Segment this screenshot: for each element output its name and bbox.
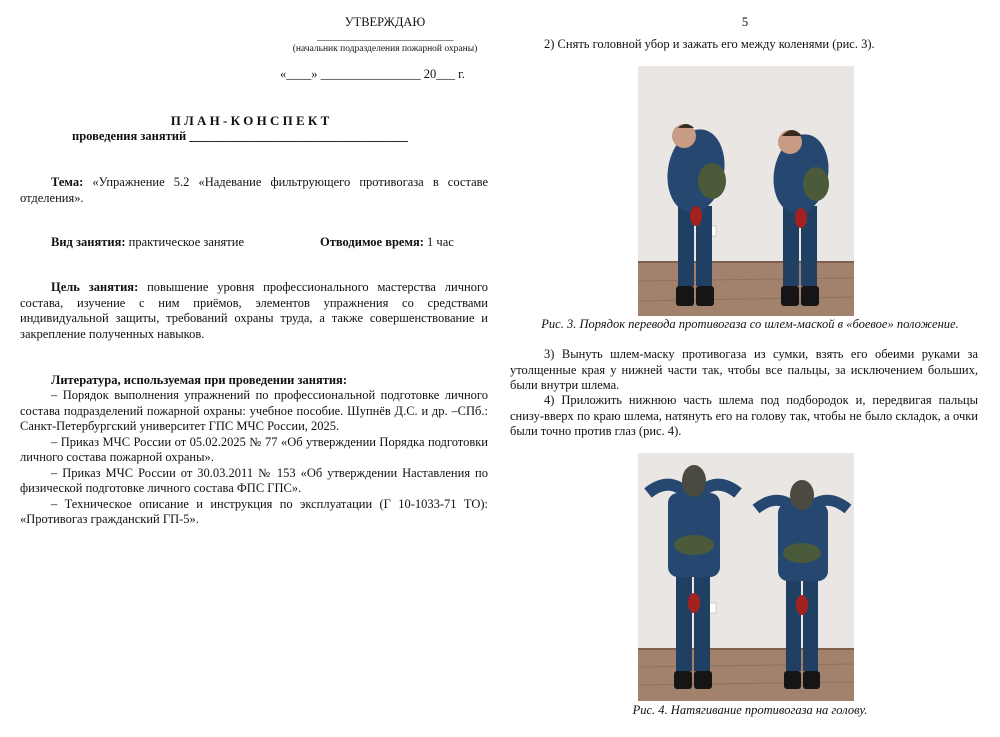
step-3: 3) Вынуть шлем-маску противогаза из сумки, взять его обеими руками за утолщенные края у нижней части так, чтобы все пальцы, за исключением больших, были внутри шлема. [510,347,978,392]
right-page [500,0,1000,737]
lesson-time-label: Отводимое время: [320,235,424,249]
approval-title: УТВЕРЖДАЮ [344,15,426,29]
lesson-type-value: практическое занятие [128,235,245,249]
figure-4-photo [638,453,854,701]
figure-4-caption: Рис. 4. Натягивание противогаза на голову. [632,703,868,717]
topic-text: «Упражнение 5.2 «Надевание фильтрующего противогаза в составе отделения». [20,175,488,205]
step-4: 4) Приложить нижнюю часть шлема под подбородок и, передвигая пальцы снизу-вверх по краю шлема, натянуть его на голову так, чтобы не было складок, а очки были точно против глаз (рис. 4). [510,393,978,438]
literature-item: – Приказ МЧС России от 05.02.2025 № 77 «Об утверждении Порядка подготовки личного состава пожарной охраны». [20,434,488,464]
figure-3-photo [638,66,854,316]
approval-signature-line: ________________________________ [317,33,453,43]
literature-heading: Литература, используемая при проведении занятия: [51,373,347,387]
approval-date-line: «____» ________________ 20___ г. [280,67,465,81]
approval-position-caption: (начальник подразделения пожарной охраны) [292,44,478,54]
literature-item: – Порядок выполнения упражнений по профессиональной подготовке личного состава подразделений пожарной охраны: учебное пособие. Шупнёв Д.С. и др. –СПб.: Санкт-Петербургский университет ГПС МЧС России, 2025. [20,388,488,433]
page-number: 5 [741,15,749,29]
topic-paragraph [20,175,488,206]
literature-item: – Приказ МЧС России от 30.03.2011 № 153 «Об утверждении Наставления по физической подготовке личного состава ФПС ГПС». [20,465,488,495]
lesson-time-value: 1 час [427,235,454,249]
plan-title: П Л А Н - К О Н С П Е К Т [170,113,330,128]
lesson-type [51,235,301,251]
literature-item: – Техническое описание и инструкция по эксплуатации (Г 10-1033-71 ТО): «Противогаз гражданский ГП-5». [20,496,488,526]
literature-list [20,388,488,528]
plan-subtitle: проведения занятий ___________________________________ [72,129,409,143]
goal-text: повышение уровня профессионального мастерства личного состава, изучение с ним приёмов, элементов упражнения со средствами индивидуальной защиты, требований охраны труда, а также совершенствование и закрепление полученных навыков. [20,280,489,341]
lesson-type-label: Вид занятия: [51,235,126,249]
topic-label: Тема: [51,175,84,189]
goal-label: Цель занятия: [51,280,139,294]
step-2: 2) Снять головной убор и зажать его между коленями (рис. 3). [544,37,875,51]
goal-paragraph [20,280,488,342]
lesson-time [320,235,490,251]
figure-3-caption: Рис. 3. Порядок перевода противогаза со шлем-маской в «боевое» положение. [541,317,959,331]
